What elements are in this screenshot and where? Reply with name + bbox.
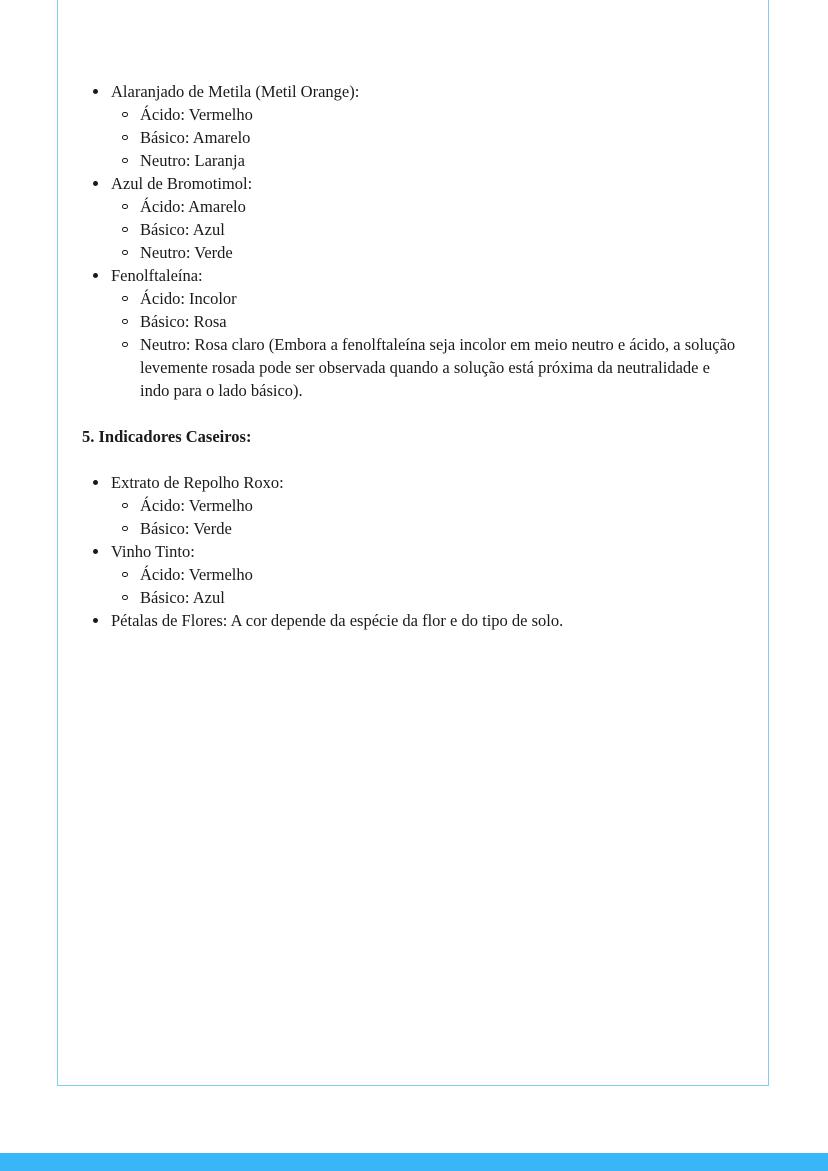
- list-item-fenolftaleina: [82, 264, 742, 402]
- list-item-vinho-tinto: [82, 540, 742, 609]
- sublist: [111, 563, 742, 609]
- list-item-bromotimol: [82, 172, 742, 264]
- sublist-item: Básico: Verde: [111, 517, 742, 540]
- list-item-label: Extrato de Repolho Roxo:: [111, 473, 284, 492]
- list-item-label: Fenolftaleína:: [111, 266, 203, 285]
- list-item-label: Azul de Bromotimol:: [111, 174, 253, 193]
- sublist-item: Básico: Rosa: [111, 310, 742, 333]
- sublist-item: Neutro: Verde: [111, 241, 742, 264]
- sublist-item: Básico: Azul: [111, 586, 742, 609]
- sublist-item: Ácido: Vermelho: [111, 103, 742, 126]
- sublist-item: Neutro: Laranja: [111, 149, 742, 172]
- sublist-item: Básico: Azul: [111, 218, 742, 241]
- sublist-item: Básico: Amarelo: [111, 126, 742, 149]
- sublist-item: Ácido: Incolor: [111, 287, 742, 310]
- homemade-indicator-list: [82, 471, 742, 632]
- list-item-label: Vinho Tinto:: [111, 542, 195, 561]
- sublist: [111, 103, 742, 172]
- list-item-label: Pétalas de Flores: A cor depende da espécie da flor e do tipo de solo.: [111, 611, 564, 630]
- indicator-list: [82, 80, 742, 402]
- list-item-metil-orange: [82, 80, 742, 172]
- sublist: [111, 195, 742, 264]
- sublist: [111, 287, 742, 402]
- sublist: [111, 494, 742, 540]
- list-item-repolho-roxo: [82, 471, 742, 540]
- list-item-label: Alaranjado de Metila (Metil Orange):: [111, 82, 360, 101]
- sublist-item: Ácido: Amarelo: [111, 195, 742, 218]
- list-item-petalas: [82, 609, 742, 632]
- sublist-item: Ácido: Vermelho: [111, 563, 742, 586]
- document-content: [82, 80, 742, 632]
- section-heading: 5. Indicadores Caseiros:: [82, 427, 252, 446]
- sublist-item: Ácido: Vermelho: [111, 494, 742, 517]
- sublist-item: Neutro: Rosa claro (Embora a fenolftaleína seja incolor em meio neutro e ácido, a solução levemente rosada pode ser observada quando a solução está próxima da neutralidade e indo para o lado básico).: [111, 333, 742, 402]
- bottom-bar: [0, 1153, 828, 1171]
